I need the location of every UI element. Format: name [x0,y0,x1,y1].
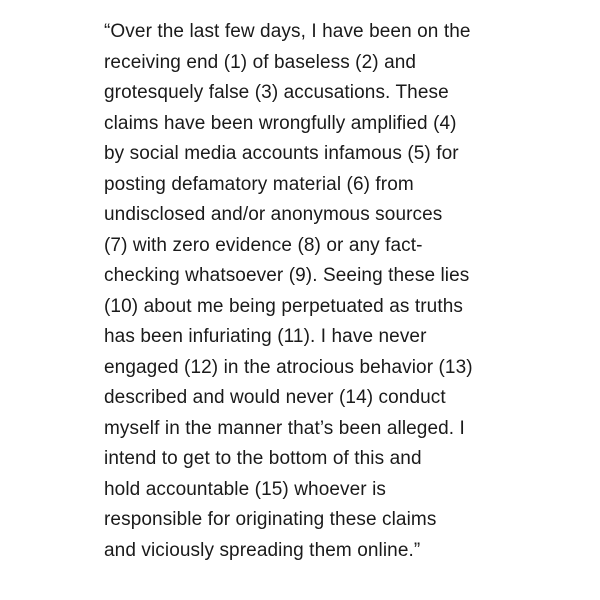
quote-line: described and would never (14) conduct [104,387,446,408]
quote-line: receiving end (1) of baseless (2) and [104,51,417,73]
quote-line: checking whatsoever (9). Seeing these lies [104,265,470,286]
quote-line: engaged (12) in the atrocious behavior (13) [104,356,473,378]
quote-line: posting defamatory material (6) from [104,173,414,195]
quote-line: by social media accounts infamous (5) for [104,143,459,164]
quote-line: intend to get to the bottom of this and [104,448,422,469]
quote-line: (7) with zero evidence (8) or any fact- [104,234,423,256]
quote-line: claims have been wrongfully amplified (4) [104,112,457,134]
quote-line: (10) about me being perpetuated as truths [104,295,463,317]
quote-line: hold accountable (15) whoever is [104,478,387,500]
quote-line: myself in the manner that’s been alleged. I [104,417,465,439]
quote-line: has been infuriating (11). I have never [104,326,427,347]
quote-text-block [104,17,574,566]
quote-line: undisclosed and/or anonymous sources [104,204,443,225]
quote-line: responsible for originating these claims [104,509,437,530]
quote-line: “Over the last few days, I have been on the [104,21,471,42]
quote-line: and viciously spreading them online.” [104,539,421,561]
quote-line: grotesquely false (3) accusations. These [104,82,449,103]
